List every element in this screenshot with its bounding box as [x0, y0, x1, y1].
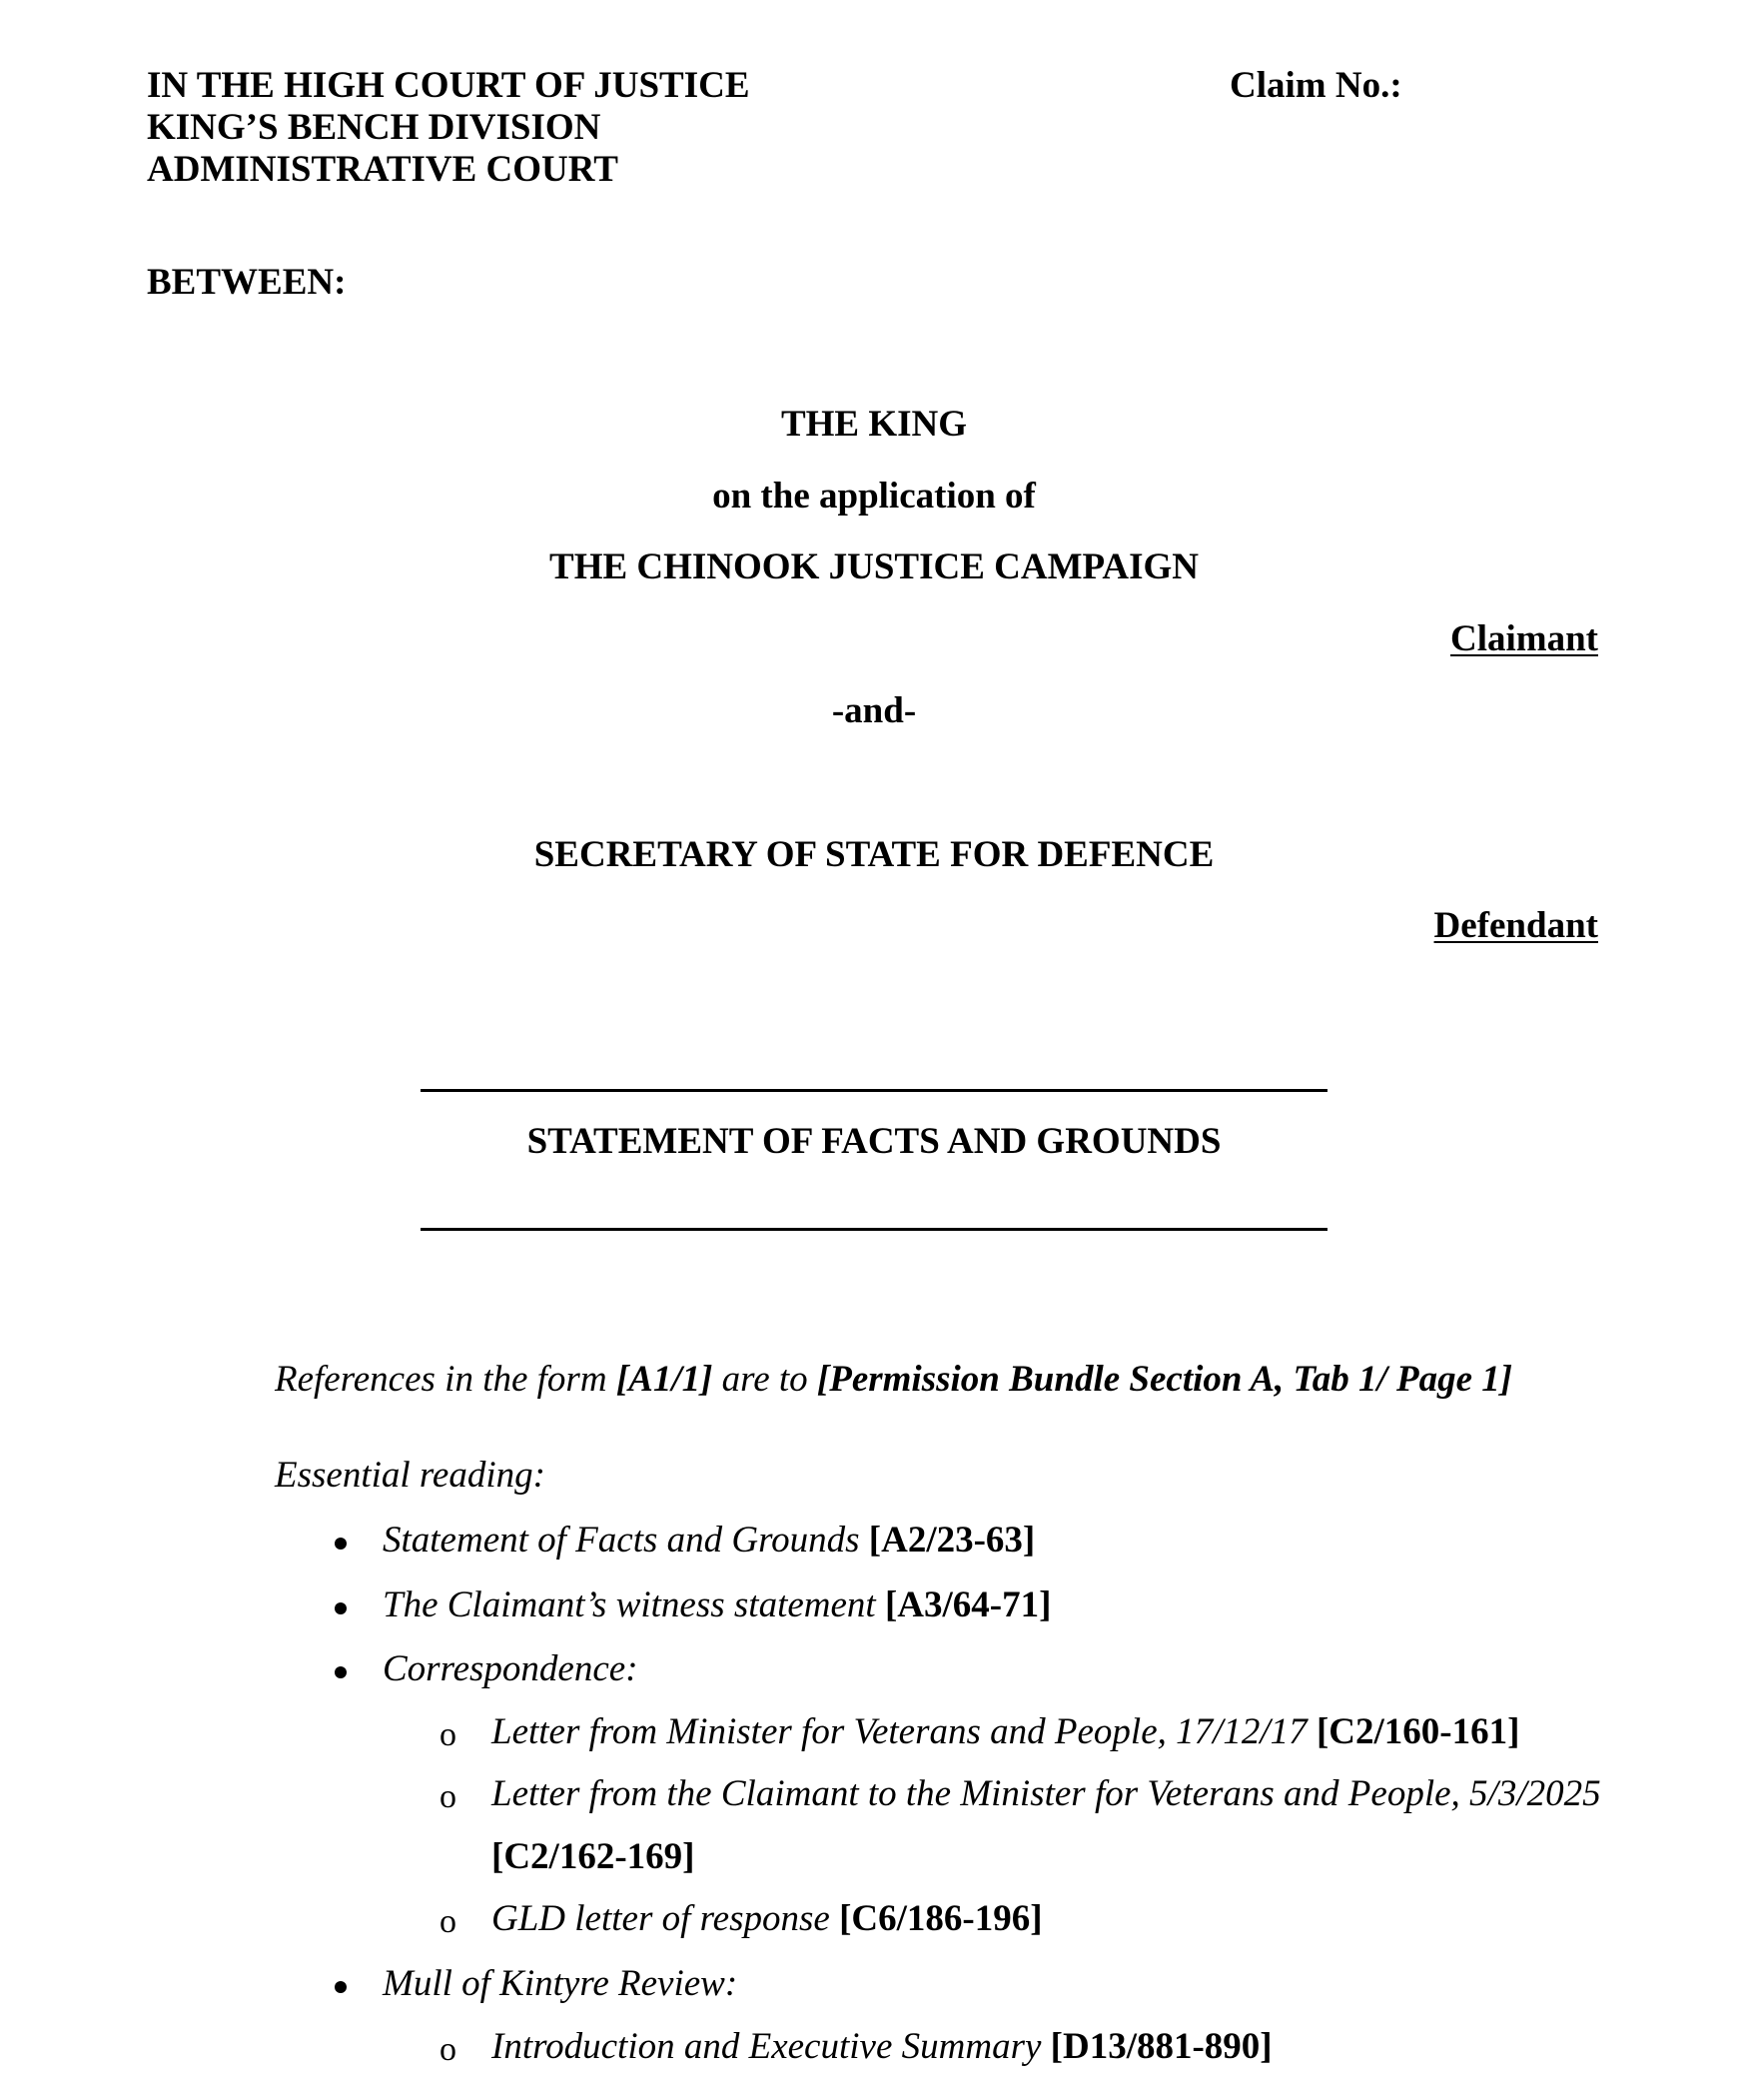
essential-reading-heading: Essential reading:: [275, 1455, 545, 1496]
defendant-role: Defendant: [1433, 905, 1598, 946]
reading-subitem-minister-letter: Letter from Minister for Veterans and People, 17/12/17 [C2/160-161]: [491, 1711, 1520, 1752]
title-rule-bottom: [421, 1228, 1327, 1231]
circle-bullet-icon: o: [440, 2031, 456, 2068]
references-meaning: [Permission Bundle Section A, Tab 1/ Page 1]: [816, 1359, 1513, 1400]
crown-party: THE KING: [780, 404, 968, 445]
circle-bullet-icon: o: [440, 1778, 456, 1815]
bullet-icon: [335, 1602, 347, 1614]
reading-subitem-claimant-letter-ref: [C2/162-169]: [491, 1836, 695, 1877]
reading-item-correspondence: Correspondence:: [383, 1648, 638, 1689]
reading-subitem-gld-letter: GLD letter of response [C6/186-196]: [491, 1898, 1043, 1939]
reading-item-mull-of-kintyre: Mull of Kintyre Review:: [383, 1963, 738, 2004]
claimant-role: Claimant: [1450, 618, 1598, 659]
defendant-name: SECRETARY OF STATE FOR DEFENCE: [533, 834, 1215, 875]
claim-number-label: Claim No.:: [1230, 65, 1402, 106]
reading-subitem-executive-summary: Introduction and Executive Summary [D13/881-890]: [491, 2026, 1273, 2067]
circle-bullet-icon: o: [440, 1903, 456, 1940]
bullet-icon: [335, 1981, 347, 1993]
references-prefix: References in the form: [275, 1359, 616, 1400]
references-form: [A1/1]: [615, 1359, 713, 1400]
court-division-line: KING’S BENCH DIVISION: [147, 107, 601, 148]
bullet-icon: [335, 1666, 347, 1678]
title-rule-top: [421, 1089, 1327, 1092]
court-name-line-1: IN THE HIGH COURT OF JUSTICE: [147, 65, 750, 106]
references-note: [275, 1358, 1512, 1402]
references-middle: are to: [712, 1359, 817, 1400]
between-label: BETWEEN:: [147, 262, 347, 303]
document-title: STATEMENT OF FACTS AND GROUNDS: [526, 1121, 1222, 1162]
reading-item-witness-statement: The Claimant’s witness statement [A3/64-71]: [383, 1584, 1052, 1625]
claimant-name: THE CHINOOK JUSTICE CAMPAIGN: [549, 546, 1199, 587]
on-application-of: on the application of: [712, 476, 1036, 517]
circle-bullet-icon: o: [440, 1716, 456, 1753]
reading-item-statement: Statement of Facts and Grounds [A2/23-63]: [383, 1520, 1036, 1561]
court-administrative-line: ADMINISTRATIVE COURT: [147, 149, 618, 190]
bullet-icon: [335, 1538, 347, 1550]
and-separator: -and-: [831, 690, 917, 731]
reading-subitem-claimant-letter: Letter from the Claimant to the Minister for Veterans and People, 5/3/2025: [491, 1773, 1601, 1814]
